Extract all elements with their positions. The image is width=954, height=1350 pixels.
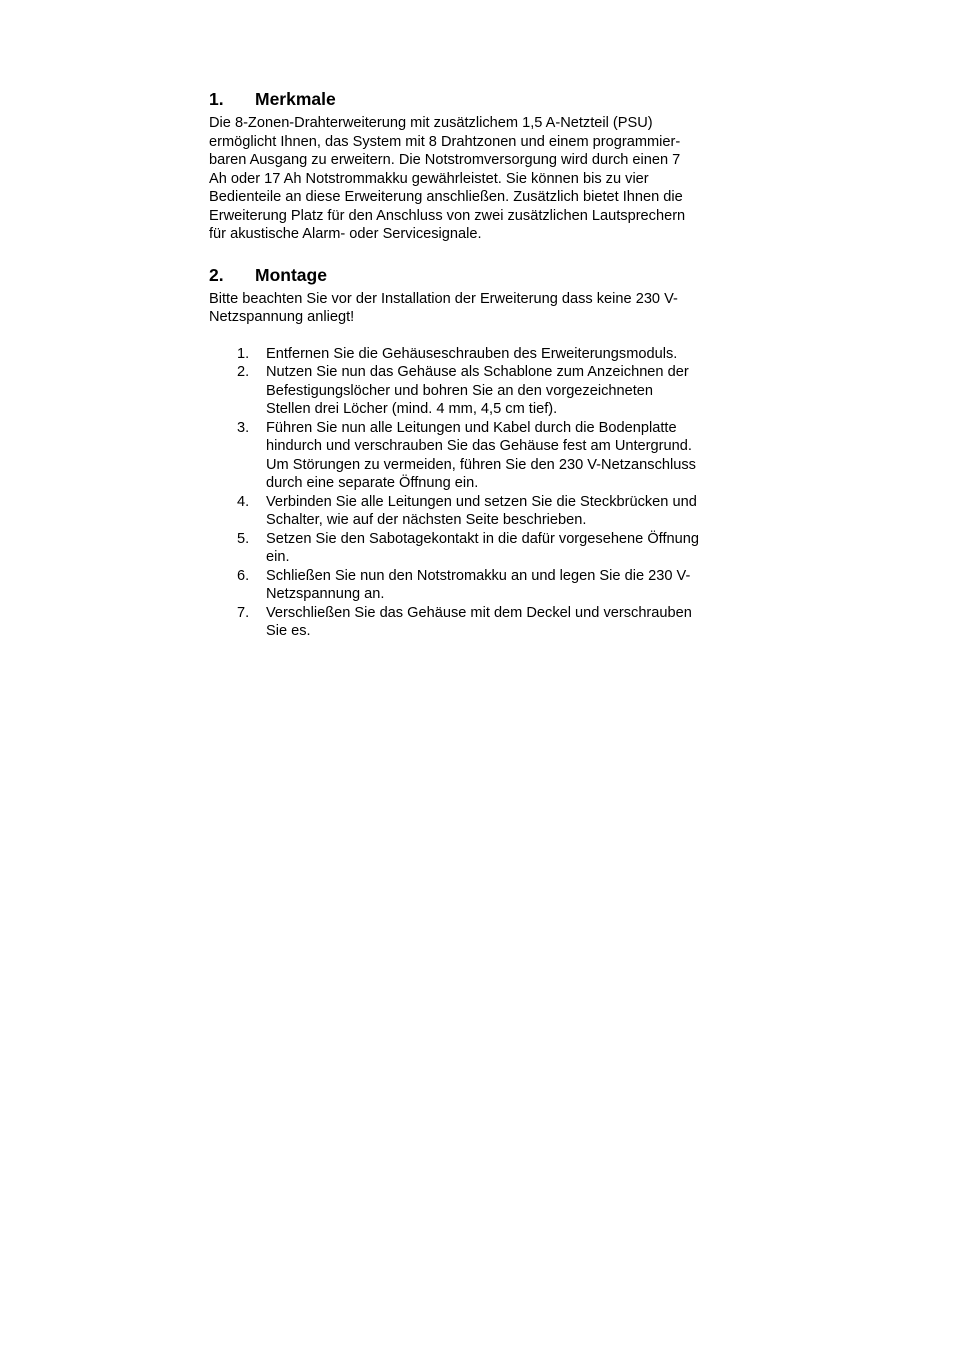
step-number-cell: [209, 567, 266, 604]
list-item: [209, 345, 754, 364]
section-paragraph: Bitte beachten Sie vor der Installation der Erweiterung dass keine 230 V- Netzspannung anliegt!: [209, 290, 678, 325]
section-number: 1.: [209, 89, 224, 109]
step-text: Führen Sie nun alle Leitungen und Kabel durch die Bodenplatte hindurch und verschrauben Sie das Gehäuse fest am Untergrund. Um Störungen zu vermeiden, führen Sie den 230 V-Netzanschluss durch eine separate Öffnung ein.: [266, 419, 696, 491]
list-item: [209, 493, 754, 530]
section-number: 2.: [209, 264, 224, 285]
section-title: Montage: [255, 264, 327, 285]
step-number-cell: [209, 493, 266, 530]
step-text: Schließen Sie nun den Notstromakku an und legen Sie die 230 V- Netzspannung an.: [266, 567, 691, 602]
section-merkmale: [209, 88, 754, 244]
section-body: [209, 114, 754, 244]
step-number-cell: [209, 530, 266, 567]
section-title: Merkmale: [255, 89, 336, 109]
step-text: Nutzen Sie nun das Gehäuse als Schablone zum Anzeichnen der Befestigungslöcher und bohren Sie an den vorgezeichneten Stellen drei Löcher (mind. 4 mm, 4,5 cm tief).: [266, 364, 689, 417]
list-item: [209, 419, 754, 493]
step-number: 1.: [237, 345, 250, 362]
section-heading: [209, 264, 754, 286]
step-number: 7.: [237, 604, 250, 621]
section-heading: [209, 88, 754, 110]
step-number: 5.: [237, 530, 250, 547]
step-number: 6.: [237, 567, 250, 584]
list-item: [209, 363, 754, 419]
list-item: [209, 567, 754, 604]
section-paragraph: Die 8-Zonen-Drahterweiterung mit zusätzlichem 1,5 A-Netzteil (PSU) ermöglicht Ihnen, das System mit 8 Drahtzonen und einem programmier- baren Ausgang zu erweitern. Die Notstromversorgung wird durch einen 7 Ah oder 17 Ah Notstrommakku gewährleistet. Sie können bis zu vier Bedienteile an diese Erweiterung anschließen. Zusätzlich bietet Ihnen die Erweiterung Platz für den Anschluss von zwei zusätzlichen Lautsprechern für akustische Alarm- oder Servicesignale.: [209, 115, 686, 242]
list-item: [209, 530, 754, 567]
step-number: 4.: [237, 493, 250, 510]
step-number-cell: [209, 419, 266, 493]
step-text: Verbinden Sie alle Leitungen und setzen Sie die Steckbrücken und Schalter, wie auf der nächsten Seite beschrieben.: [266, 493, 697, 528]
section-montage: [209, 264, 754, 641]
step-text: Setzen Sie den Sabotagekontakt in die dafür vorgesehene Öffnung ein.: [266, 530, 699, 565]
list-item: [209, 604, 754, 641]
step-number-cell: [209, 604, 266, 641]
section-body: [209, 290, 754, 327]
step-number: 3.: [237, 419, 250, 436]
installation-steps-list: [209, 345, 754, 641]
step-text: Entfernen Sie die Gehäuseschrauben des Erweiterungsmoduls.: [266, 345, 678, 362]
step-text: Verschließen Sie das Gehäuse mit dem Deckel und verschrauben Sie es.: [266, 604, 692, 639]
step-number-cell: [209, 345, 266, 364]
step-number-cell: [209, 363, 266, 419]
step-number: 2.: [237, 364, 250, 380]
document-page: [209, 88, 754, 641]
